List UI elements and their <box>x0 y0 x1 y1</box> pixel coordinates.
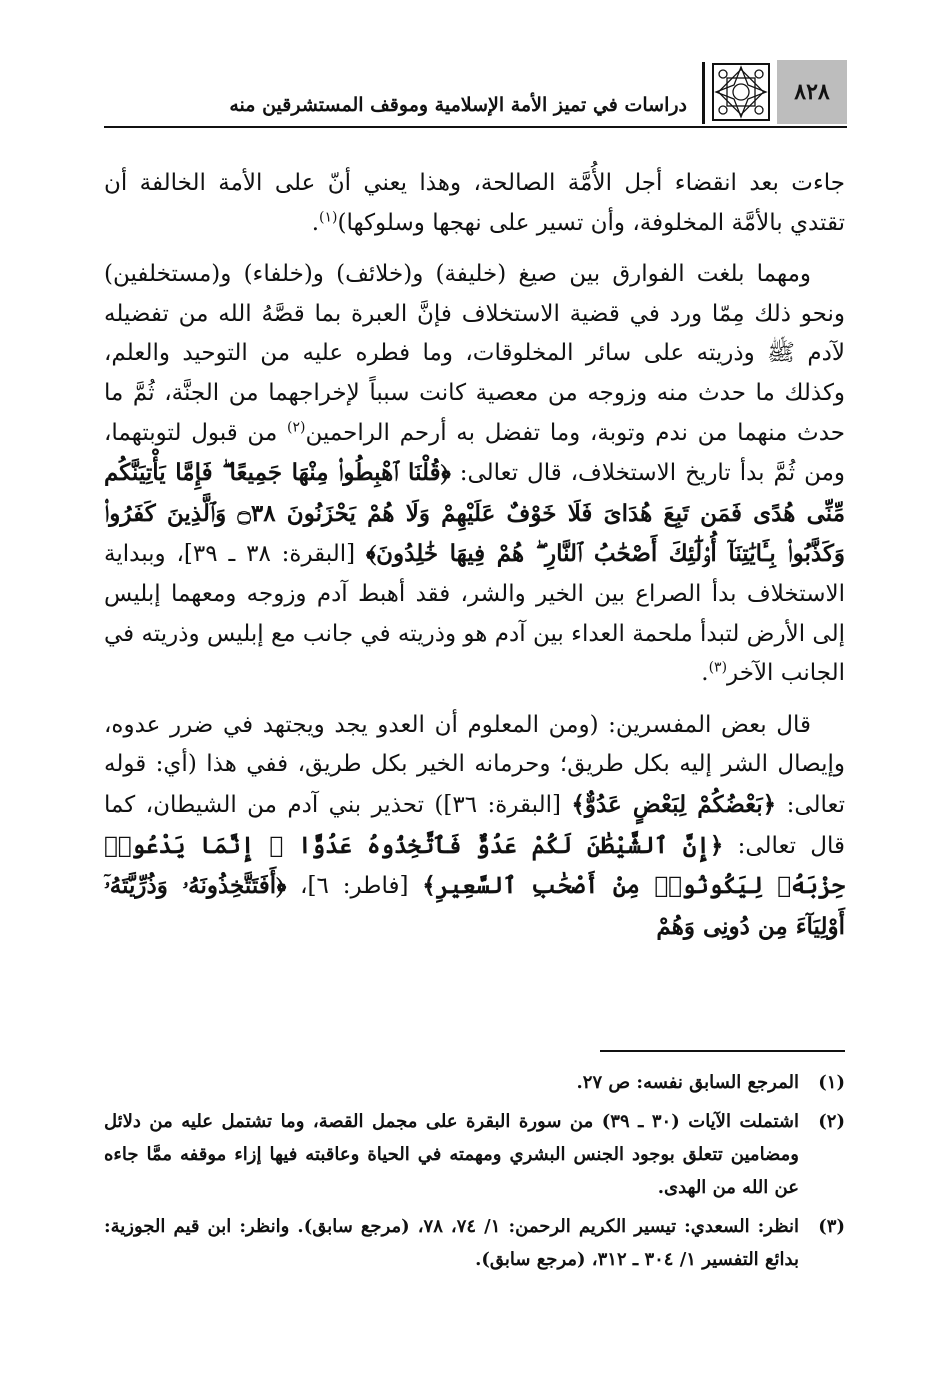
footnote-separator <box>600 1050 845 1052</box>
footnote-1 <box>104 1066 845 1099</box>
quran-verse-baqarah-38-39: ﴿قُلْنَا ٱهْبِطُوا۟ مِنْهَا جَمِيعًا ۖ فَإِمَّا يَأْتِيَنَّكُم مِّنِّى هُدًى فَمَن تَبِعَ هُدَاىَ فَلَا خَوْفٌ عَلَيْهِمْ وَلَا هُمْ يَحْزَنُونَ ۝٣٨ وَٱلَّذِينَ كَفَرُوا۟ وَكَذَّبُوا۟ بِـَٔايَٰتِنَآ أُو۟لَٰٓئِكَ أَصْحَٰبُ ٱلنَّارِ ۖ هُمْ فِيهَا خَٰلِدُونَ﴾ <box>104 459 846 568</box>
paragraph-1-text: جاءت بعد انقضاء أجل الأُمَّة الصالحة، وهذا يعني أنّ على الأمة الخالفة أن تقتدي بالأمَّة المخلوفة، وأن تسير على نهجها وسلوكها) <box>104 170 845 236</box>
footnote-number: (٢) <box>818 1111 845 1132</box>
running-title: دراسات في تميز الأمة الإسلامية وموقف المستشرقين منه <box>229 94 687 116</box>
footnote-ref-3: (٣) <box>708 659 728 676</box>
paragraph-2-text-b: من قبول لتوبتهما، ومن ثُمَّ بدأ تاريخ الاستخلاف، قال تعالى: <box>104 419 846 487</box>
footnote-text: المرجع السابق نفسه: ص ٢٧. <box>576 1072 799 1093</box>
paragraph-3 <box>104 706 845 948</box>
footnote-text: انظر: السعدي: تيسير الكريم الرحمن: ١/ ٧٤، ٧٨، (مرجع سابق). وانظر: ابن قيم الجوزية: بدائع التفسير ١/ ٣٠٤ ـ ٣١٢، (مرجع سابق). <box>104 1216 799 1270</box>
header-rule <box>104 126 847 128</box>
footnote-3 <box>104 1210 845 1276</box>
paragraph-3-text-b: [البقرة: ٣٦]) تحذير بني آدم من الشيطان، كما قال تعالى: <box>104 791 845 859</box>
footnote-text: اشتملت الآيات (٣٠ ـ ٣٩) من سورة البقرة على مجمل القصة، وما تشتمل عليه من دلائل ومضامين تتعلق بوجود الجنس البشري ومهمته في الحياة وعاقبته فيها إزاء موقفه ممَّا جاءه عن الله من الهدى. <box>104 1111 800 1198</box>
footnote-ref-1: (١) <box>319 208 338 225</box>
footnote-ref-2: (٢) <box>286 418 306 435</box>
paragraph-3-text-a: قال بعض المفسرين: (ومن المعلوم أن العدو يجد ويجتهد في ضرر عدوه، وإيصال الشر إليه بكل طريق؛ وحرمانه الخير بكل طريق، ففي هذا (أي: قوله تعالى: <box>104 711 846 818</box>
paragraph-1-end: . <box>311 209 320 236</box>
page-header <box>104 60 847 130</box>
ornament-icon <box>709 60 773 124</box>
header-divider <box>702 62 705 124</box>
quran-verse-kahf-50: ﴿أَفَتَتَّخِذُونَهُۥ وَذُرِّيَّتَهُۥٓ أَوْلِيَآءَ مِن دُونِى وَهُمْ <box>104 872 845 940</box>
paragraph-3-text-c: [فاطر: ٦]، <box>286 873 423 900</box>
footnotes <box>104 1066 845 1282</box>
footnote-number: (١) <box>818 1072 845 1093</box>
main-text <box>104 164 845 959</box>
footnote-2 <box>104 1105 845 1204</box>
paragraph-2-end: . <box>701 660 709 687</box>
paragraph-1 <box>104 164 845 243</box>
quran-verse-fatir-6: ﴿إِنَّ ٱلشَّيْطَٰنَ لَكُمْ عَدُوٌّ فَٱتَّخِذُوهُ عَدُوًّا ۚ إِنَّمَا يَدْعُوا۟ حِزْبَهُۥ لِيَكُونُوا۟ مِنْ أَصْحَٰبِ ٱلسَّعِيرِ﴾ <box>104 831 846 900</box>
paragraph-2-text-a: ومهما بلغت الفوارق بين صيغ (خليفة) و(خلائف) و(خلفاء) و(مستخلفين) ونحو ذلك مِمّا ورد في قضية الاستخلاف فإنَّ العبرة بما قصَّهُ الله من تفضيله لآدم ﷺ وذريته على سائر المخلوقات، وما فطره عليه من التوحيد والعلم، وكذلك ما حدث منه وزوجه من معصية كانت سبباً لإخراجهما من الجنَّة، ثُمَّ ما حدث منهما من ندم وتوبة، وما تفضل به أرحم الراحمين <box>104 261 845 446</box>
paragraph-2-text-c: [البقرة: ٣٨ ـ ٣٩]، وببداية الاستخلاف بدأ الصراع بين الخير والشر، فقد أهبط آدم وزوجه ومعهما إبليس إلى الأرض لتبدأ ملحمة العداء بين آدم هو وذريته في جانب مع إبليس وذريته في الجانب الآخر <box>104 541 845 687</box>
quran-verse-baqarah-36: ﴿بَعْضُكُمْ لِبَعْضٍ عَدُوٌّ﴾ <box>571 790 777 818</box>
page-number: ٨٢٨ <box>777 60 847 124</box>
footnote-number: (٣) <box>818 1216 845 1237</box>
paragraph-2 <box>104 255 845 694</box>
